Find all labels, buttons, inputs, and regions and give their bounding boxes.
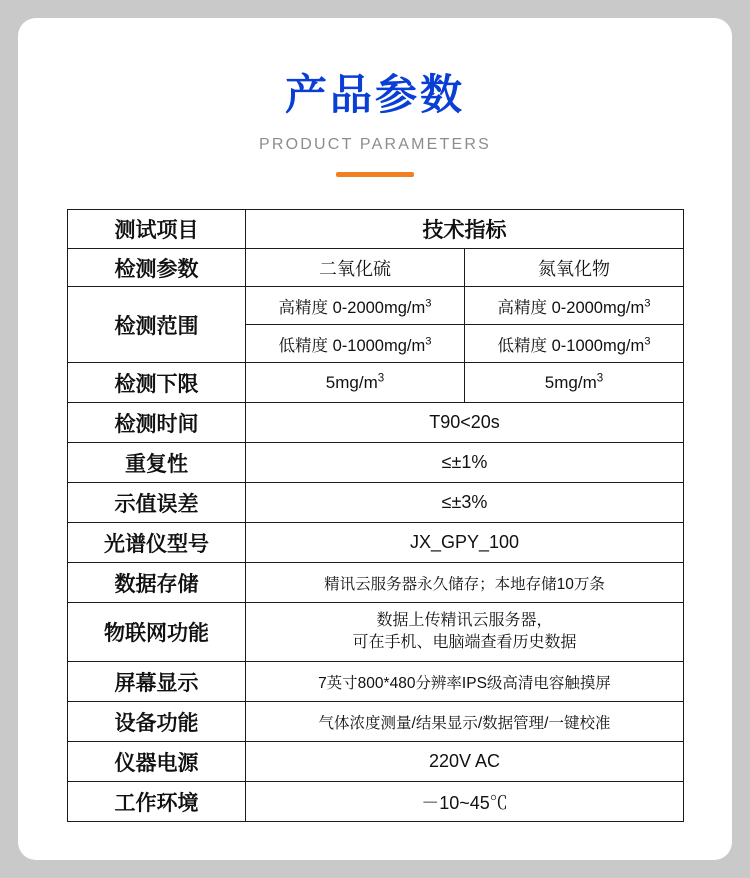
table-header-technical-index: 技术指标 (246, 210, 684, 249)
table-header-test-item: 测试项目 (68, 210, 246, 249)
row-label-power-supply: 仪器电源 (68, 742, 246, 782)
row-value-spectrometer-model: JX_GPY_100 (246, 523, 684, 563)
row-value-detection-time: T90<20s (246, 403, 684, 443)
table-row (68, 403, 684, 443)
row-label-screen-display: 屏幕显示 (68, 662, 246, 702)
range-high-so2-text: 高精度 0-2000mg/m (278, 298, 426, 317)
row-value-data-storage: 精讯云服务器永久储存；本地存储10万条 (246, 563, 684, 603)
table-row (68, 742, 684, 782)
row-value-device-function: 气体浓度测量/结果显示/数据管理/一键校准 (246, 702, 684, 742)
page-header (18, 18, 732, 177)
row-value-range-low-so2 (246, 325, 465, 363)
unit-superscript: 3 (377, 372, 385, 385)
range-low-so2-text: 低精度 0-1000mg/m (278, 336, 426, 355)
row-value-power-supply: 220V AC (246, 742, 684, 782)
table-row (68, 702, 684, 742)
table-row (68, 782, 684, 822)
row-value-so2: 二氧化硫 (246, 249, 465, 287)
row-label-data-storage: 数据存储 (68, 563, 246, 603)
table-row (68, 523, 684, 563)
table-row (68, 363, 684, 403)
table-row (68, 249, 684, 287)
parameters-table (67, 209, 684, 822)
product-parameters-page (18, 18, 732, 860)
row-value-lower-limit-so2 (246, 363, 465, 403)
row-label-detection-range: 检测范围 (68, 287, 246, 363)
row-value-repeatability: ≤±1% (246, 443, 684, 483)
row-label-detection-parameter: 检测参数 (68, 249, 246, 287)
row-label-device-function: 设备功能 (68, 702, 246, 742)
row-value-iot-function (246, 603, 684, 662)
unit-superscript: 3 (644, 297, 651, 310)
title-underline-accent (336, 172, 414, 177)
unit-superscript: 3 (596, 372, 604, 385)
table-header-row (68, 210, 684, 249)
lower-limit-nox-text: 5mg/m (544, 372, 597, 392)
table-row (68, 483, 684, 523)
unit-superscript: 3 (425, 297, 432, 310)
row-value-screen-display: 7英寸800*480分辨率IPS级高清电容触摸屏 (246, 662, 684, 702)
page-title: 产品参数 (284, 71, 465, 118)
row-label-working-environment: 工作环境 (68, 782, 246, 822)
row-value-range-low-nox (465, 325, 684, 363)
row-value-range-high-nox (465, 287, 684, 325)
table-row (68, 662, 684, 702)
table-row (68, 603, 684, 662)
row-label-iot-function: 物联网功能 (68, 603, 246, 662)
range-high-nox-text: 高精度 0-2000mg/m (497, 298, 645, 317)
row-label-spectrometer-model: 光谱仪型号 (68, 523, 246, 563)
lower-limit-so2-text: 5mg/m (325, 372, 378, 392)
table-row (68, 443, 684, 483)
unit-superscript: 3 (425, 335, 432, 348)
row-label-repeatability: 重复性 (68, 443, 246, 483)
row-value-indication-error: ≤±3% (246, 483, 684, 523)
row-value-working-environment: －10~45℃ (246, 782, 684, 822)
table-row (68, 287, 684, 325)
row-value-lower-limit-nox (465, 363, 684, 403)
iot-line-1: 数据上传精讯云服务器， (376, 612, 553, 630)
row-label-detection-lower-limit: 检测下限 (68, 363, 246, 403)
table-row (68, 563, 684, 603)
row-value-nox: 氮氧化物 (465, 249, 684, 287)
range-low-nox-text: 低精度 0-1000mg/m (497, 336, 645, 355)
page-subtitle: PRODUCT PARAMETERS (259, 136, 491, 154)
row-label-detection-time: 检测时间 (68, 403, 246, 443)
row-value-range-high-so2 (246, 287, 465, 325)
unit-superscript: 3 (644, 335, 651, 348)
parameters-table-wrapper (67, 209, 683, 822)
row-label-indication-error: 示值误差 (68, 483, 246, 523)
iot-line-2: 可在手机、电脑端查看历史数据 (352, 634, 577, 652)
